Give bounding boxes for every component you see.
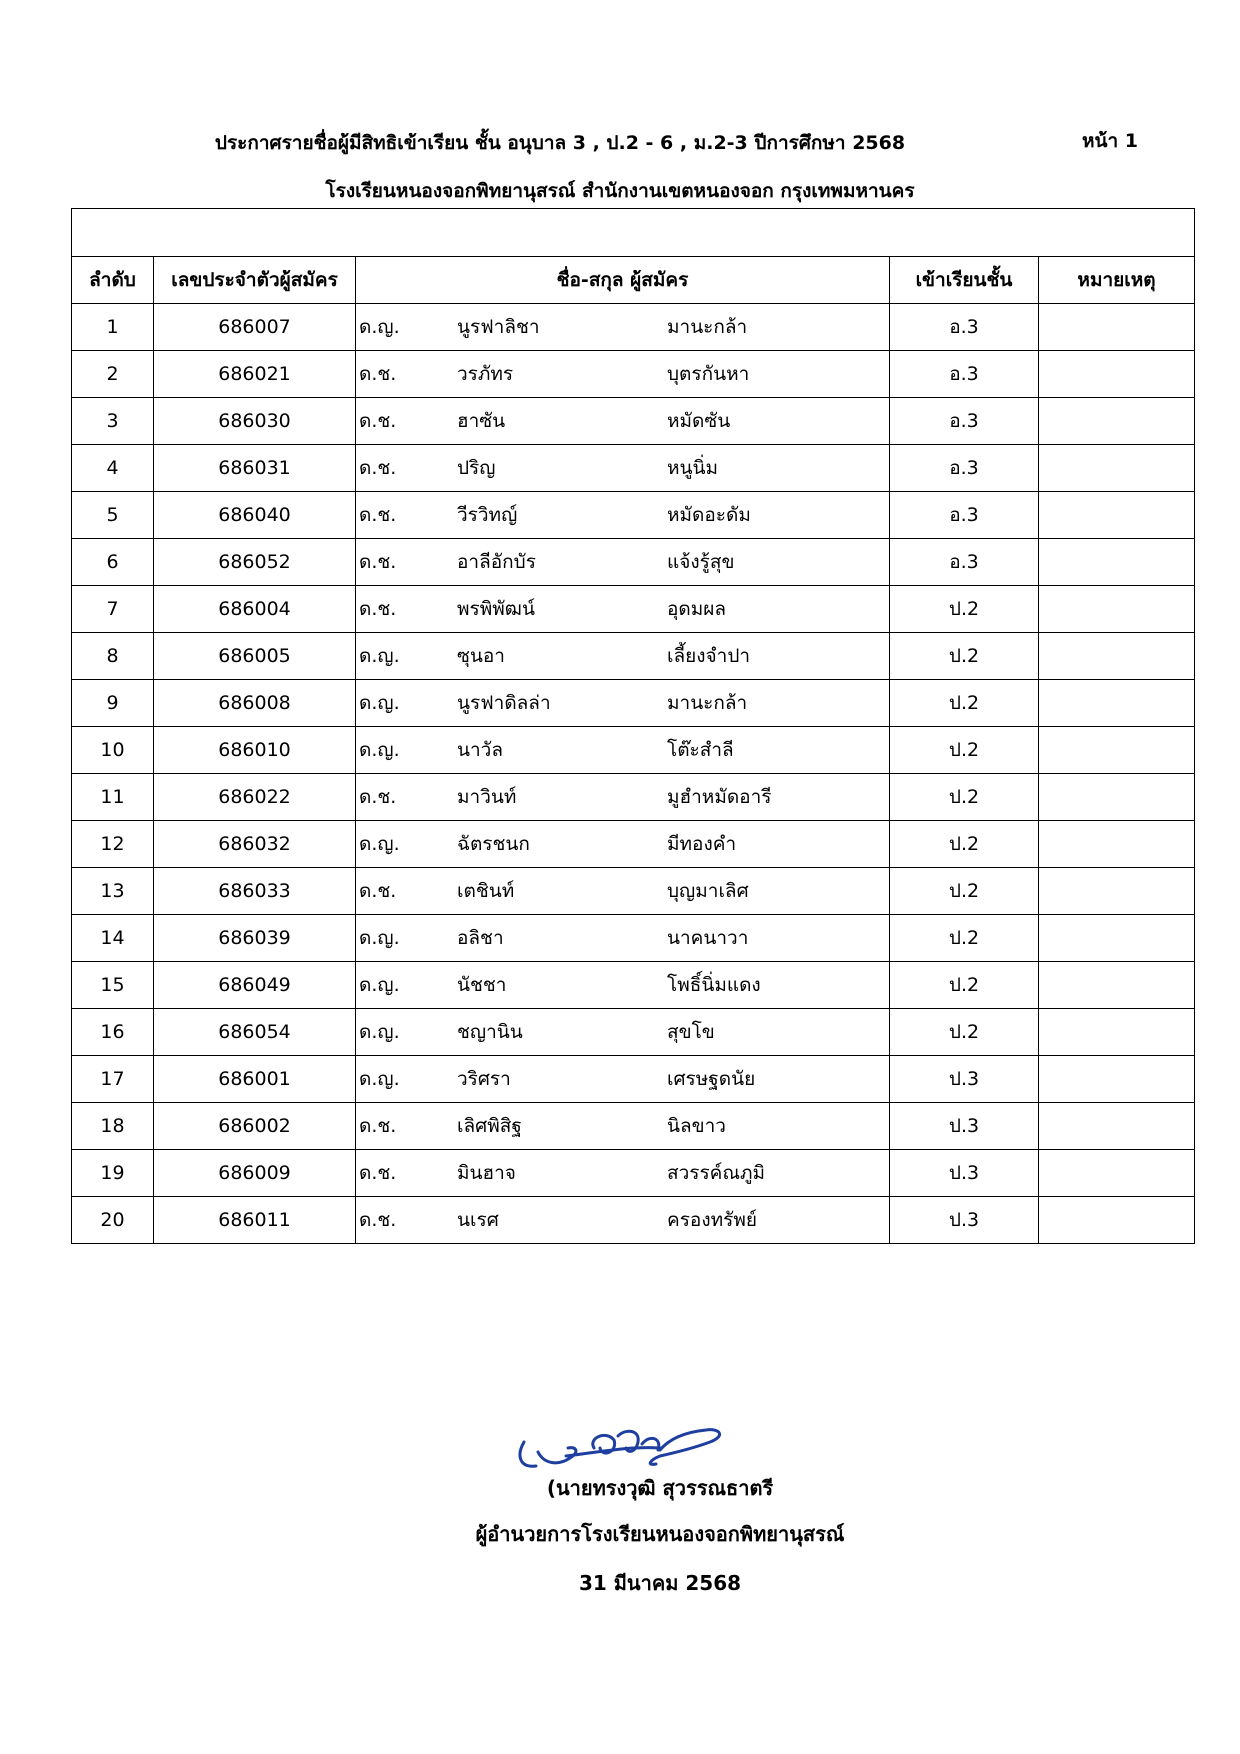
row-order: 19: [72, 1150, 154, 1197]
name-prefix: ด.ญ.: [359, 645, 400, 667]
name-prefix: ด.ช.: [359, 880, 397, 902]
row-applicant-id: 686001: [154, 1056, 356, 1103]
name-prefix: ด.ช.: [359, 551, 397, 573]
row-grade: ป.3: [890, 1056, 1039, 1103]
first-name: พรพิพัฒน์: [457, 598, 535, 620]
row-order: 14: [72, 915, 154, 962]
row-grade: ป.3: [890, 1197, 1039, 1244]
row-applicant-id: 686040: [154, 492, 356, 539]
row-order: 12: [72, 821, 154, 868]
header-full-name: ชื่อ-สกุล ผู้สมัคร: [356, 257, 890, 304]
name-prefix: ด.ญ.: [359, 1068, 400, 1090]
table-row: [72, 915, 1195, 962]
name-parts: [356, 782, 889, 812]
table-row: [72, 868, 1195, 915]
name-parts: [356, 1158, 889, 1188]
table-row: [72, 774, 1195, 821]
first-name: วรภัทร: [457, 363, 514, 385]
row-note: [1039, 1197, 1195, 1244]
row-applicant-id: 686004: [154, 586, 356, 633]
name-parts: [356, 876, 889, 906]
announcement-date: 31 มีนาคม 2568: [578, 1571, 742, 1595]
first-name: มาวินท์: [457, 786, 517, 808]
last-name: นาคนาวา: [667, 927, 749, 949]
row-full-name: [356, 1103, 890, 1150]
row-note: [1039, 351, 1195, 398]
last-name: บุญมาเลิศ: [667, 880, 749, 902]
document-title: ประกาศรายชื่อผู้มีสิทธิเข้าเรียน ชั้น อนุบาล 3 , ป.2 - 6 , ม.2-3 ปีการศึกษา 2568: [214, 132, 906, 154]
last-name: เศรษฐดนัย: [667, 1068, 756, 1090]
name-prefix: ด.ญ.: [359, 692, 400, 714]
last-name: สวรรค์ณภูมิ: [667, 1162, 766, 1184]
name-parts: [356, 970, 889, 1000]
table-row: [72, 539, 1195, 586]
name-parts: [356, 406, 889, 436]
blank-cell: [72, 209, 1195, 257]
row-note: [1039, 680, 1195, 727]
applicant-table: [71, 208, 1195, 1244]
table-row: [72, 1009, 1195, 1056]
first-name: วีรวิทญ์: [457, 504, 518, 526]
table-row: [72, 304, 1195, 351]
row-grade: ป.2: [890, 680, 1039, 727]
row-note: [1039, 774, 1195, 821]
name-prefix: ด.ญ.: [359, 739, 400, 761]
row-grade: อ.3: [890, 304, 1039, 351]
name-prefix: ด.ช.: [359, 504, 397, 526]
name-parts: [356, 594, 889, 624]
row-order: 4: [72, 445, 154, 492]
row-order: 1: [72, 304, 154, 351]
row-order: 15: [72, 962, 154, 1009]
signature-stroke: [520, 1442, 660, 1466]
row-full-name: [356, 1009, 890, 1056]
row-note: [1039, 1056, 1195, 1103]
first-name: นเรศ: [457, 1209, 499, 1231]
row-applicant-id: 686033: [154, 868, 356, 915]
row-order: 16: [72, 1009, 154, 1056]
name-prefix: ด.ช.: [359, 598, 397, 620]
row-grade: ป.3: [890, 1150, 1039, 1197]
table-row: [72, 962, 1195, 1009]
row-full-name: [356, 1197, 890, 1244]
row-full-name: [356, 304, 890, 351]
table-row: [72, 727, 1195, 774]
row-grade: ป.2: [890, 868, 1039, 915]
row-grade: ป.2: [890, 1009, 1039, 1056]
last-name: มูฮำหมัดอารี: [667, 786, 772, 808]
name-prefix: ด.ช.: [359, 457, 397, 479]
name-prefix: ด.ช.: [359, 786, 397, 808]
row-grade: ป.2: [890, 633, 1039, 680]
row-note: [1039, 1103, 1195, 1150]
header-applicant-id: เลขประจำตัวผู้สมัคร: [154, 257, 356, 304]
row-full-name: [356, 398, 890, 445]
row-applicant-id: 686049: [154, 962, 356, 1009]
name-prefix: ด.ญ.: [359, 927, 400, 949]
row-grade: ป.2: [890, 821, 1039, 868]
row-full-name: [356, 445, 890, 492]
row-grade: ป.3: [890, 1103, 1039, 1150]
row-applicant-id: 686021: [154, 351, 356, 398]
row-applicant-id: 686008: [154, 680, 356, 727]
row-applicant-id: 686022: [154, 774, 356, 821]
table-row: [72, 821, 1195, 868]
row-applicant-id: 686054: [154, 1009, 356, 1056]
row-applicant-id: 686039: [154, 915, 356, 962]
name-prefix: ด.ญ.: [359, 833, 400, 855]
row-applicant-id: 686002: [154, 1103, 356, 1150]
row-order: 8: [72, 633, 154, 680]
first-name: วริศรา: [457, 1068, 511, 1090]
first-name: มินฮาจ: [457, 1162, 516, 1184]
row-note: [1039, 586, 1195, 633]
header-order: ลำดับ: [72, 257, 154, 304]
row-note: [1039, 821, 1195, 868]
row-order: 5: [72, 492, 154, 539]
table-row: [72, 586, 1195, 633]
signer-position: ผู้อำนวยการโรงเรียนหนองจอกพิทยานุสรณ์: [475, 1522, 845, 1546]
last-name: มีทองคำ: [667, 833, 737, 855]
row-note: [1039, 1009, 1195, 1056]
row-order: 10: [72, 727, 154, 774]
row-order: 2: [72, 351, 154, 398]
row-order: 13: [72, 868, 154, 915]
name-prefix: ด.ญ.: [359, 1021, 400, 1043]
row-note: [1039, 633, 1195, 680]
name-parts: [356, 312, 889, 342]
row-full-name: [356, 821, 890, 868]
first-name: ฉัตรชนก: [457, 833, 530, 855]
table-row: [72, 1056, 1195, 1103]
row-note: [1039, 492, 1195, 539]
row-full-name: [356, 539, 890, 586]
row-applicant-id: 686031: [154, 445, 356, 492]
name-parts: [356, 547, 889, 577]
row-full-name: [356, 633, 890, 680]
table-row: [72, 1103, 1195, 1150]
name-prefix: ด.ญ.: [359, 316, 400, 338]
row-note: [1039, 445, 1195, 492]
first-name: เลิศพิสิฐ: [457, 1115, 522, 1137]
name-prefix: ด.ช.: [359, 1115, 397, 1137]
name-parts: [356, 923, 889, 953]
last-name: เลี้ยงจำปา: [667, 645, 751, 667]
row-order: 7: [72, 586, 154, 633]
row-note: [1039, 1150, 1195, 1197]
first-name: นัชชา: [457, 974, 507, 996]
last-name: อุดมผล: [667, 598, 727, 620]
table-row: [72, 680, 1195, 727]
first-name: อาลีอักบัร: [457, 551, 536, 573]
row-full-name: [356, 774, 890, 821]
row-applicant-id: 686011: [154, 1197, 356, 1244]
name-parts: [356, 688, 889, 718]
row-full-name: [356, 1150, 890, 1197]
row-note: [1039, 398, 1195, 445]
first-name: ฮาซัน: [457, 410, 506, 432]
last-name: มานะกล้า: [667, 692, 748, 714]
first-name: ชญานิน: [457, 1021, 523, 1043]
table-blank-row: [72, 209, 1195, 257]
name-prefix: ด.ช.: [359, 410, 397, 432]
first-name: ซุนอา: [457, 645, 505, 667]
name-parts: [356, 735, 889, 765]
table-row: [72, 492, 1195, 539]
row-order: 9: [72, 680, 154, 727]
row-full-name: [356, 1056, 890, 1103]
first-name: นาวัล: [457, 739, 503, 761]
table-row: [72, 351, 1195, 398]
last-name: มานะกล้า: [667, 316, 748, 338]
row-grade: อ.3: [890, 351, 1039, 398]
name-parts: [356, 359, 889, 389]
name-prefix: ด.ช.: [359, 363, 397, 385]
table-row: [72, 1150, 1195, 1197]
row-note: [1039, 727, 1195, 774]
row-grade: อ.3: [890, 445, 1039, 492]
signature-image: [510, 1408, 740, 1478]
last-name: หนูนิ่ม: [667, 457, 719, 479]
name-parts: [356, 453, 889, 483]
signer-name: (นายทรงวุฒิ สุวรรณธาตรี: [546, 1476, 774, 1500]
last-name: หมัดซัน: [667, 410, 731, 432]
row-full-name: [356, 915, 890, 962]
last-name: ครองทรัพย์: [667, 1209, 757, 1231]
row-applicant-id: 686009: [154, 1150, 356, 1197]
header-note: หมายเหตุ: [1039, 257, 1195, 304]
row-order: 17: [72, 1056, 154, 1103]
row-note: [1039, 868, 1195, 915]
name-prefix: ด.ญ.: [359, 974, 400, 996]
row-grade: อ.3: [890, 539, 1039, 586]
name-parts: [356, 1111, 889, 1141]
table-row: [72, 445, 1195, 492]
name-parts: [356, 500, 889, 530]
first-name: เตชินท์: [457, 880, 515, 902]
first-name: นูรฟาลิชา: [457, 316, 540, 338]
row-grade: ป.2: [890, 915, 1039, 962]
row-applicant-id: 686010: [154, 727, 356, 774]
last-name: แจ้งรู้สุข: [667, 551, 735, 573]
row-applicant-id: 686052: [154, 539, 356, 586]
row-grade: ป.2: [890, 774, 1039, 821]
last-name: โพธิ์นิ่มแดง: [667, 974, 761, 996]
row-grade: ป.2: [890, 727, 1039, 774]
row-grade: อ.3: [890, 398, 1039, 445]
header-grade: เข้าเรียนชั้น: [890, 257, 1039, 304]
last-name: สุขโข: [667, 1021, 715, 1043]
row-full-name: [356, 868, 890, 915]
first-name: อลิชา: [457, 927, 504, 949]
row-order: 18: [72, 1103, 154, 1150]
row-note: [1039, 539, 1195, 586]
row-order: 6: [72, 539, 154, 586]
document-subtitle: โรงเรียนหนองจอกพิทยานุสรณ์ สำนักงานเขตหนองจอก กรุงเทพมหานคร: [325, 180, 915, 202]
last-name: บุตรกันหา: [667, 363, 750, 385]
row-note: [1039, 915, 1195, 962]
row-applicant-id: 686030: [154, 398, 356, 445]
row-grade: ป.2: [890, 962, 1039, 1009]
row-order: 11: [72, 774, 154, 821]
last-name: นิลขาว: [667, 1115, 726, 1137]
name-prefix: ด.ช.: [359, 1209, 397, 1231]
name-parts: [356, 641, 889, 671]
row-applicant-id: 686007: [154, 304, 356, 351]
name-parts: [356, 1017, 889, 1047]
row-full-name: [356, 727, 890, 774]
row-grade: ป.2: [890, 586, 1039, 633]
name-parts: [356, 1205, 889, 1235]
name-parts: [356, 1064, 889, 1094]
row-full-name: [356, 586, 890, 633]
row-order: 20: [72, 1197, 154, 1244]
row-full-name: [356, 680, 890, 727]
table-header-row: [72, 257, 1195, 304]
page-number-label: หน้า 1: [1082, 130, 1139, 152]
row-full-name: [356, 492, 890, 539]
table-row: [72, 398, 1195, 445]
table-row: [72, 1197, 1195, 1244]
row-applicant-id: 686005: [154, 633, 356, 680]
row-applicant-id: 686032: [154, 821, 356, 868]
row-order: 3: [72, 398, 154, 445]
name-parts: [356, 829, 889, 859]
row-note: [1039, 962, 1195, 1009]
row-full-name: [356, 962, 890, 1009]
last-name: โต๊ะสำลี: [667, 739, 734, 761]
row-note: [1039, 304, 1195, 351]
row-grade: อ.3: [890, 492, 1039, 539]
first-name: ปริญ: [457, 457, 496, 479]
row-full-name: [356, 351, 890, 398]
table-row: [72, 633, 1195, 680]
last-name: หมัดอะดัม: [667, 504, 751, 526]
name-prefix: ด.ช.: [359, 1162, 397, 1184]
first-name: นูรฟาดิลล่า: [457, 692, 551, 714]
